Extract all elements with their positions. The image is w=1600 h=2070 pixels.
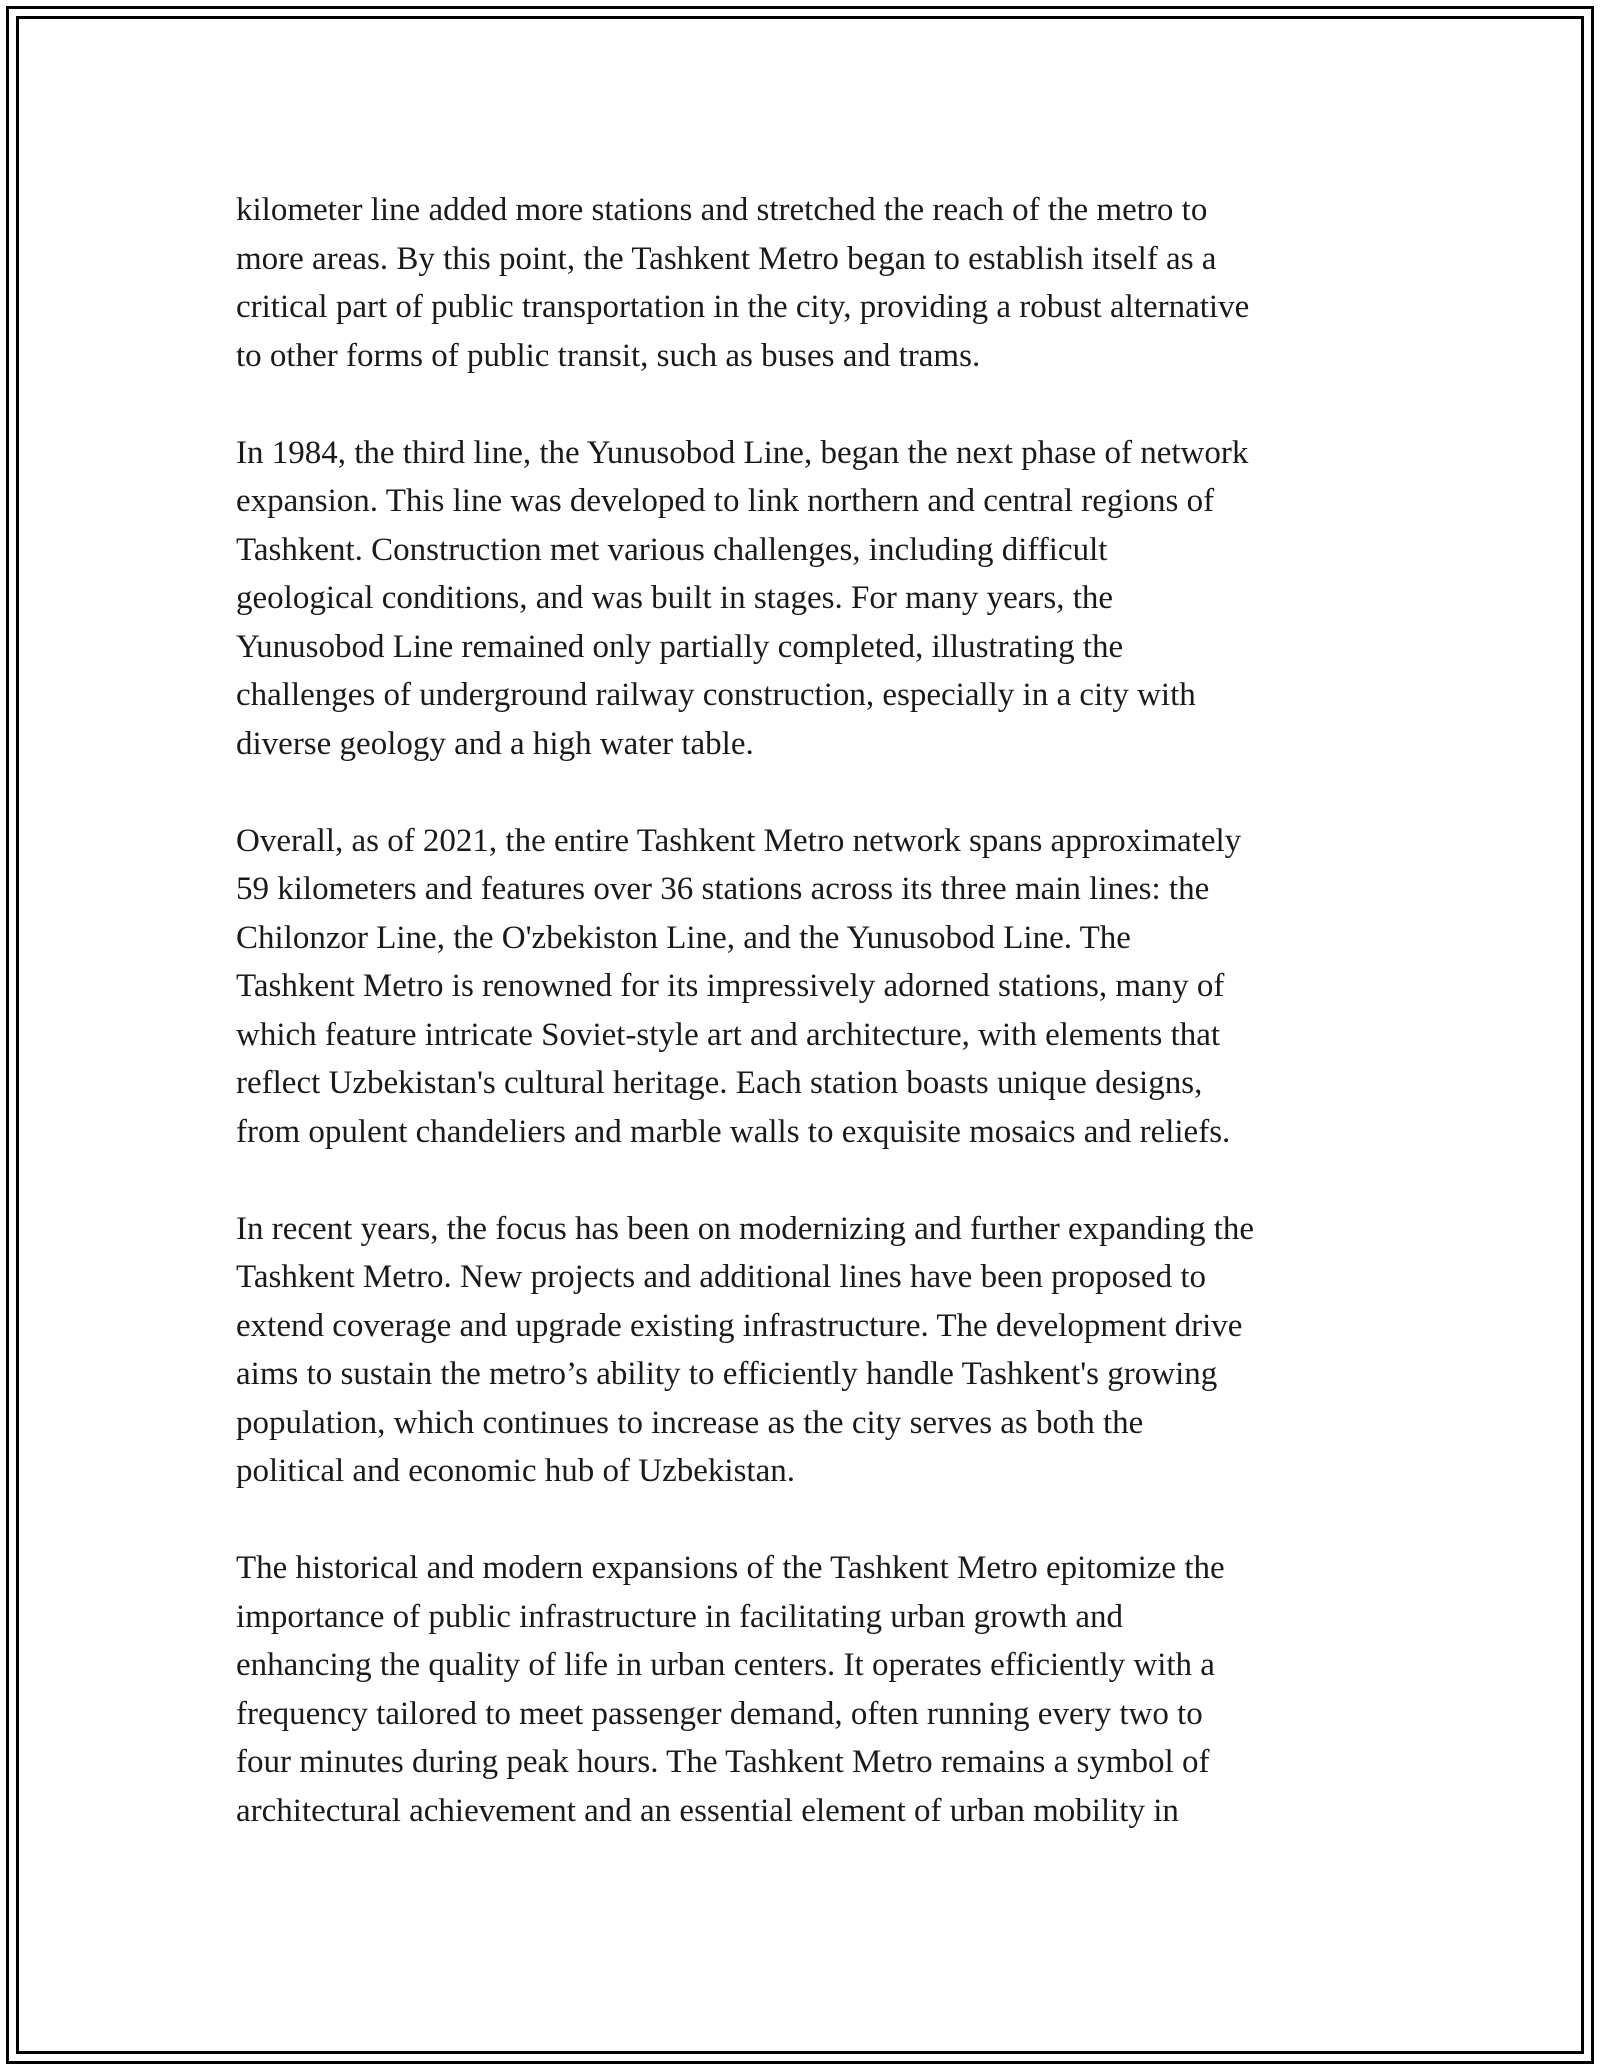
text-line: political and economic hub of Uzbekistan. (236, 1453, 796, 1489)
text-line: Tashkent Metro. New projects and additional lines have been proposed to (236, 1259, 1207, 1295)
text-line: architectural achievement and an essential element of urban mobility in (236, 1792, 1179, 1829)
paragraph-spacer (236, 768, 1386, 817)
text-line: enhancing the quality of life in urban centers. It operates efficiently with a (236, 1647, 1215, 1683)
text-line: The historical and modern expansions of the Tashkent Metro epitomize the (236, 1550, 1225, 1586)
text-line: aims to sustain the metro’s ability to efficiently handle Tashkent's growing (236, 1356, 1218, 1392)
paragraph (236, 186, 1386, 380)
text-line: from opulent chandeliers and marble walls to exquisite mosaics and reliefs. (236, 1113, 1231, 1150)
paragraph-spacer (236, 1156, 1386, 1205)
text-line: frequency tailored to meet passenger demand, often running every two to (236, 1695, 1203, 1732)
text-line: In recent years, the focus has been on modernizing and further expanding the (236, 1210, 1255, 1247)
text-line: critical part of public transportation in the city, providing a robust alternative (236, 289, 1250, 325)
text-line: expansion. This line was developed to link northern and central regions of (236, 483, 1215, 519)
text-line: Overall, as of 2021, the entire Tashkent Metro network spans approximately (236, 822, 1242, 859)
text-line: population, which continues to increase as the city serves as both the (236, 1404, 1144, 1441)
paragraph (236, 429, 1386, 769)
text-line: which feature intricate Soviet-style art and architecture, with elements that (236, 1016, 1221, 1053)
text-line: Tashkent Metro is renowned for its impressively adorned stations, many of (236, 968, 1225, 1004)
document-body (236, 186, 1386, 1835)
text-line: extend coverage and upgrade existing infrastructure. The development drive (236, 1307, 1243, 1344)
text-line: kilometer line added more stations and stretched the reach of the metro to (236, 192, 1208, 228)
text-line: In 1984, the third line, the Yunusobod Line, began the next phase of network (236, 434, 1249, 471)
text-line: reflect Uzbekistan's cultural heritage. Each station boasts unique designs, (236, 1065, 1203, 1101)
paragraph (236, 1544, 1386, 1835)
text-line: four minutes during peak hours. The Tashkent Metro remains a symbol of (236, 1744, 1210, 1780)
paragraph (236, 1205, 1386, 1496)
text-line: importance of public infrastructure in facilitating urban growth and (236, 1598, 1124, 1635)
paragraph-spacer (236, 380, 1386, 429)
text-line: challenges of underground railway construction, especially in a city with (236, 677, 1196, 713)
paragraph-spacer (236, 1496, 1386, 1545)
text-line: 59 kilometers and features over 36 stations across its three main lines: the (236, 871, 1210, 907)
text-line: more areas. By this point, the Tashkent Metro began to establish itself as a (236, 240, 1217, 277)
text-line: Yunusobod Line remained only partially completed, illustrating the (236, 628, 1124, 665)
text-line: diverse geology and a high water table. (236, 725, 754, 762)
paragraph (236, 817, 1386, 1157)
text-line: geological conditions, and was built in stages. For many years, the (236, 580, 1114, 616)
text-line: Tashkent. Construction met various challenges, including difficult (236, 531, 1108, 568)
text-line: Chilonzor Line, the O'zbekiston Line, and the Yunusobod Line. The (236, 919, 1131, 956)
text-line: to other forms of public transit, such as buses and trams. (236, 337, 981, 374)
